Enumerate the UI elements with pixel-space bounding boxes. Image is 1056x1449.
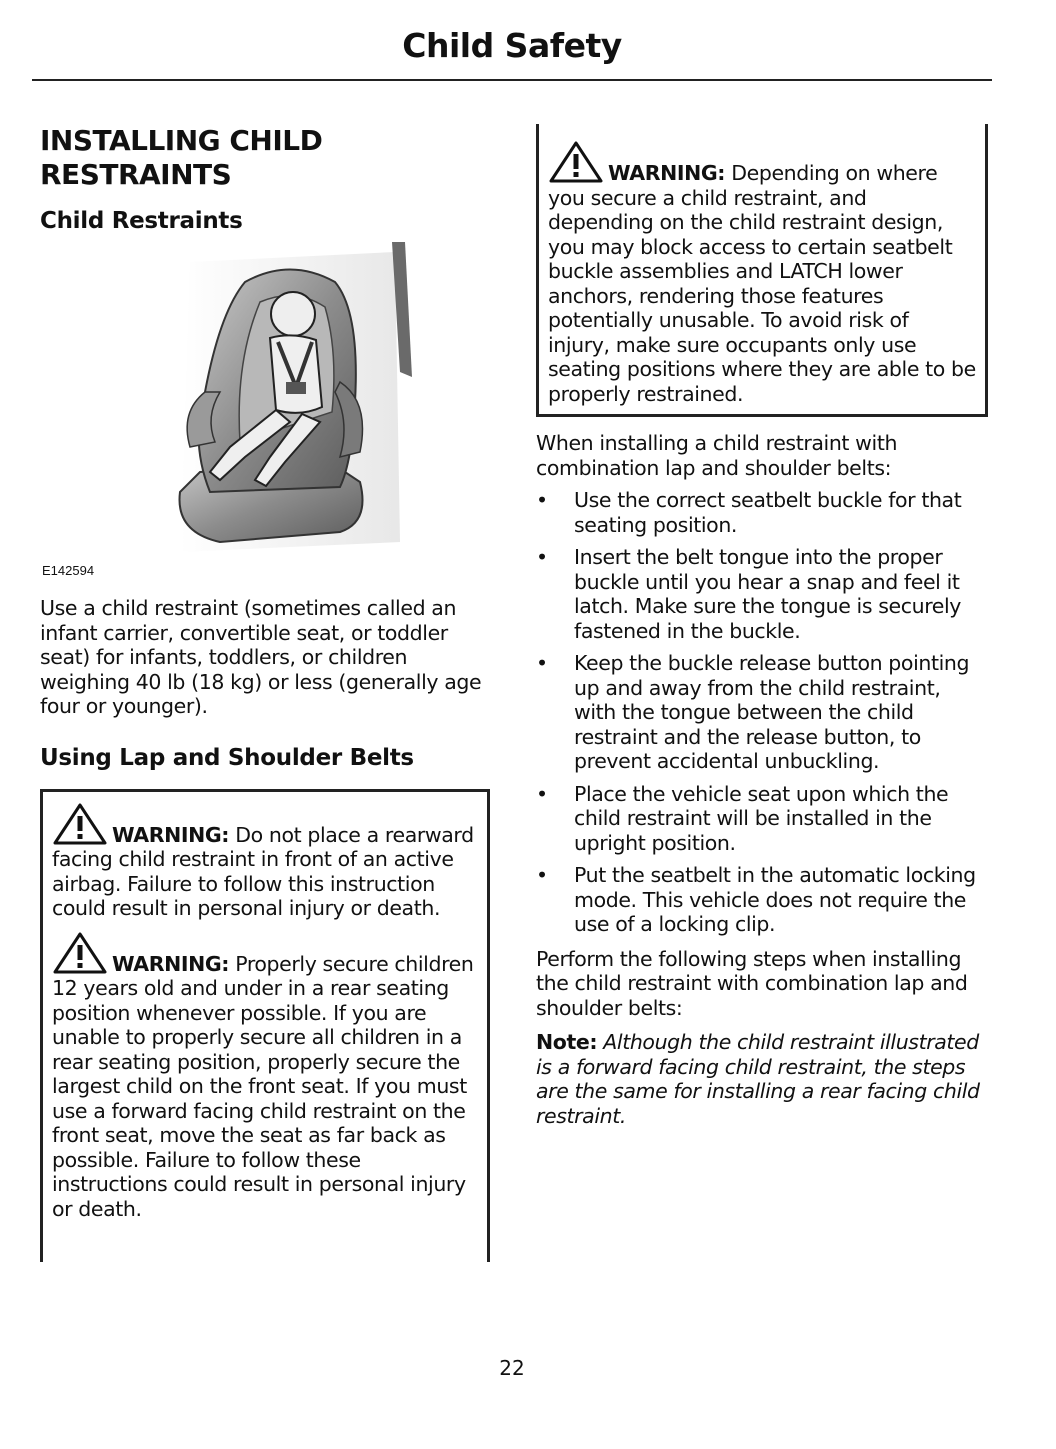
page-title: Child Safety (402, 26, 622, 65)
warning-triangle-icon (52, 802, 108, 846)
subtitle-lap-shoulder-belts: Using Lap and Shoulder Belts (40, 744, 414, 771)
warning-text: Properly secure children 12 years old and under in a rear seating position whenever possible. If you are unable to properly secure all children in a rear seating position, properly secure the largest child on the front seat. If you must use a forward facing child restraint on the front seat, move the seat as far back as possible. Failure to follow these instructions could result in personal injury or death. (52, 951, 474, 1221)
install-intro: When installing a child restraint with combination lap and shoulder belts: (536, 431, 898, 480)
list-item: • Use the correct seatbelt buckle for that seating position. (536, 488, 962, 537)
bullet-dot: • (536, 545, 548, 569)
bullet-dot: • (536, 488, 548, 512)
bullet-dot: • (536, 651, 548, 675)
child-seat-illustration (40, 242, 490, 578)
figure-code: E142594 (42, 563, 95, 578)
list-item: • Insert the belt tongue into the proper buckle until you hear a snap and feel it latch. Make sure the tongue is securely fastened in the buckle. (536, 545, 962, 643)
child-seat-image (40, 242, 490, 572)
bullet-dot: • (536, 781, 548, 806)
note-label: Note: (536, 1030, 598, 1054)
intro-paragraph: Use a child restraint (sometimes called an infant carrier, convertible seat, or toddler seat) for infants, toddlers, or children weighing 40 lb (18 kg) or less (generally age four or younger). (40, 596, 482, 718)
install-bullet-list (536, 488, 988, 937)
header-divider (32, 79, 992, 81)
list-item: • Put the seatbelt in the automatic locking mode. This vehicle does not require the use of a locking clip. (536, 863, 976, 936)
section-title-line2: RESTRAINTS (40, 158, 232, 191)
note-text: Although the child restraint illustrated is a forward facing child restraint, the steps are the same for installing a rear facing child restraint. (536, 1030, 980, 1128)
note-paragraph (536, 1030, 988, 1128)
section-title (40, 124, 490, 192)
warning-triangle-icon (52, 931, 108, 975)
warning-box-left (40, 789, 490, 1262)
warning-text: Depending on where you secure a child restraint, and depending on the child restraint design, you may block access to certain seatbelt buckle assemblies and LATCH lower anchors, rendering those features potentially unusable. To avoid risk of injury, make sure occupants only use seating positions where they are able to be properly restrained. (548, 161, 976, 406)
warning-triangle-icon (548, 140, 604, 184)
bullet-dot: • (536, 863, 548, 887)
list-item: • Keep the buckle release button pointing up and away from the child restraint, with the tongue between the child restraint and the release button, to prevent accidental unbuckling. (536, 651, 970, 773)
right-column (536, 124, 988, 1128)
warning-box-right (536, 124, 988, 417)
warning-label: WARNING: (112, 951, 230, 976)
warning-text: Do not place a rearward facing child restraint in front of an active airbag. Failure to follow this instruction could result in personal injury or death. (52, 822, 474, 920)
page-number: 22 (499, 1356, 525, 1380)
left-column (40, 124, 490, 1262)
warning-latch-access (548, 140, 976, 406)
subtitle-child-restraints: Child Restraints (40, 208, 243, 234)
warning-airbag (52, 802, 478, 921)
list-item: • Place the vehicle seat upon which the child restraint will be installed in the upright position. (536, 781, 949, 855)
section-title-line1: INSTALLING CHILD (40, 124, 323, 157)
warning-label: WARNING: (112, 822, 230, 847)
steps-intro: Perform the following steps when installing the child restraint with combination lap and shoulder belts: (536, 946, 968, 1020)
warning-label: WARNING: (608, 161, 726, 185)
warning-rear-seating (52, 931, 478, 1222)
